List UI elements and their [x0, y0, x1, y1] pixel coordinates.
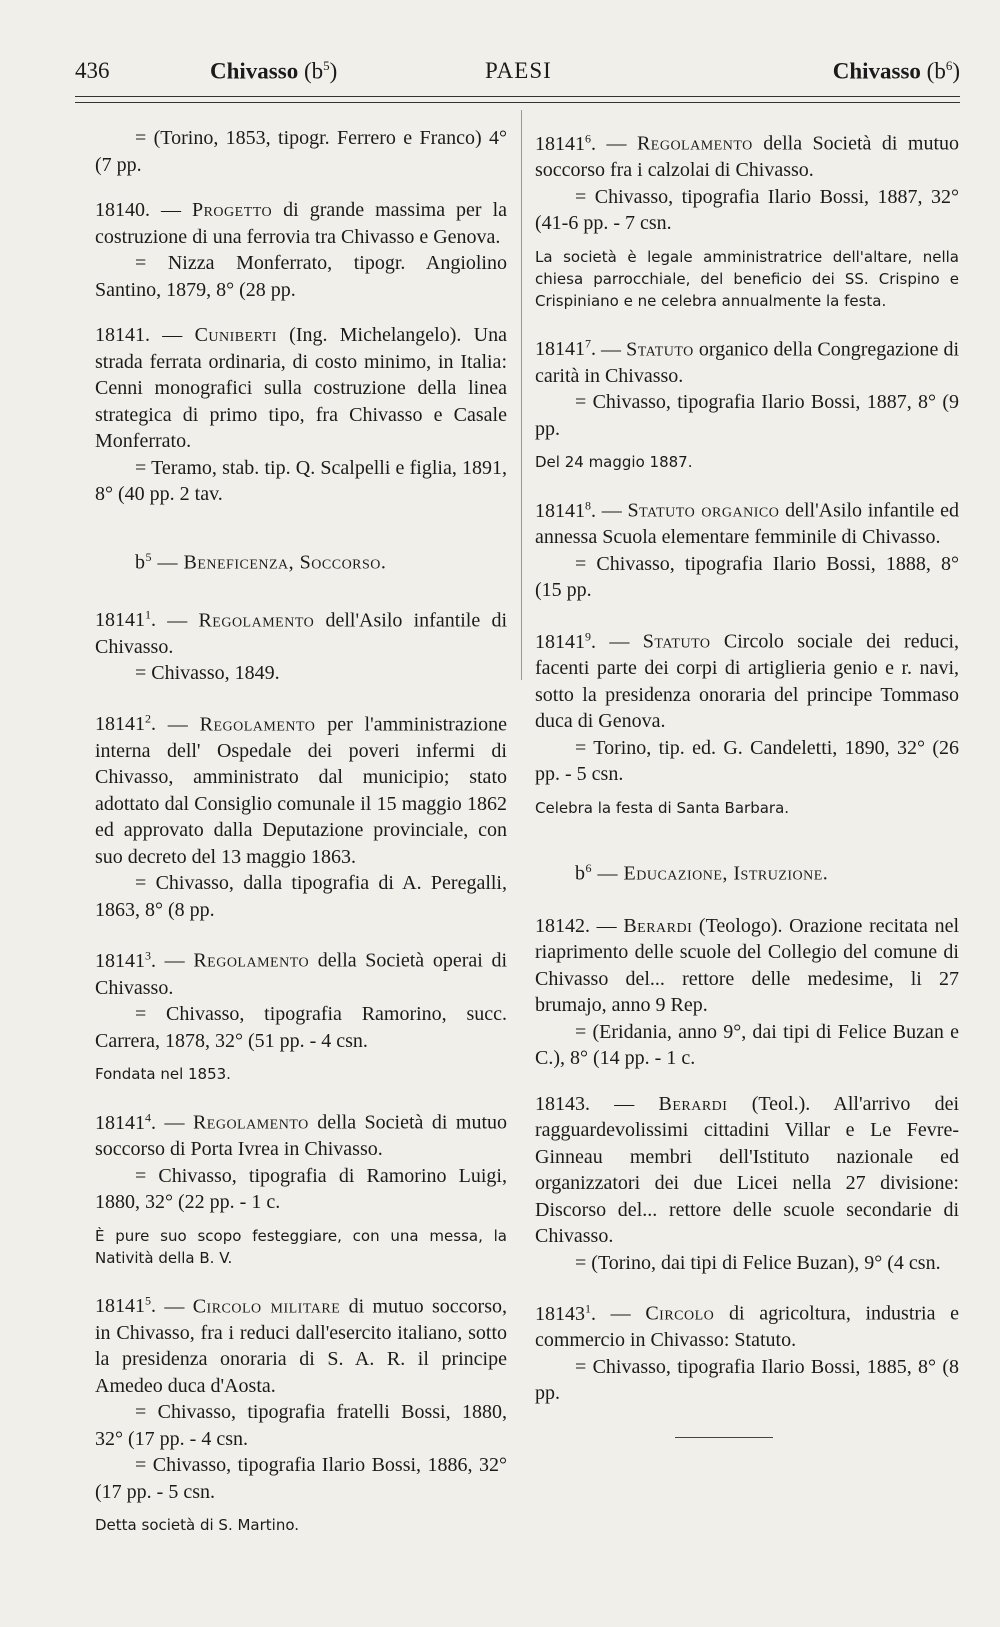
page-number: 436: [75, 58, 110, 83]
entry-title: Circolo sociale dei reduci, facenti parte dei corpi di artiglieria genio e r. navi, sotto la presidenza onoraria del principe Tommaso duca di Genova.: [535, 630, 960, 733]
entry-imprint: = (Torino, dai tipi di Felice Buzan), 9° (4 csn.: [575, 1251, 941, 1274]
entry-body: 18141. — Cuniberti (Ing. Michelangelo). Una strada ferrata ordinaria, di costo minimo, in Italia: Cenni monografici sulla costruzione della linea strategica di primo tipo, fra Chivasso e Casale Monferrato.: [95, 324, 507, 452]
entry-body: 18141$^4$. — Regolamento della Società di mutuo soccorso di Porta Ivrea in Chivasso.: [95, 1110, 508, 1161]
entry-body: 18141$^8$. — Statuto organico dell'Asilo infantile ed annessa Scuola elementare femminile di Chivasso.: [535, 498, 960, 549]
entry-body: 18141$^5$. — Circolo militare di mutuo soccorso, in Chivasso, fra i reduci dall'esercito italiano, sotto la presidenza onoraria di S. A. R. il principe Amedeo duca d'Aosta.: [95, 1293, 507, 1397]
catalog-entry: [95, 942, 507, 1085]
entry-body: 18141$^9$. — Statuto Circolo sociale dei reduci, facenti parte dei corpi di artiglieria genio e r. navi, sotto la presidenza onoraria del principe Tommaso duca di Genova.: [535, 628, 960, 733]
entry-title: di mutuo soccorso, in Chivasso, fra i reduci dall'esercito italiano, sotto la presidenza onoraria di S. A. R. il principe Amedeo duca d'Aosta.: [95, 1295, 507, 1397]
catalog-entry: [95, 197, 507, 303]
entry-number: [95, 199, 150, 221]
entry-note: Celebra la festa di Santa Barbara.: [535, 798, 790, 817]
entry-number-text: 18142.: [535, 914, 590, 937]
entry-imprint: = (Torino, 1853, tipogr. Ferrero e Franco) 4° (7 pp.: [95, 127, 507, 176]
entry-heading: Cuniberti: [194, 324, 277, 346]
entry-heading: Statuto: [642, 630, 711, 653]
entry-imprint: = Chivasso, tipografia fratelli Bossi, 1880, 32° (17 pp. - 4 csn.: [95, 1401, 507, 1450]
entry-title: della Società di mutuo soccorso fra i calzolai di Chivasso.: [535, 132, 960, 182]
entry-number: 18141$^6$.: [535, 131, 596, 155]
entry-title: (Teologo). Orazione recitata nel riaprimento delle scuole del Collegio del comune di Chivasso del... rettore delle medesime, li 27 brumajo, anno 9 Rep.: [535, 914, 960, 1017]
section-code-sup: 5: [145, 549, 152, 564]
entry-number-text: 18141: [535, 499, 585, 522]
entry-body: 18141$^7$. — Statuto organico della Congregazione di carità in Chivasso.: [535, 336, 960, 387]
entry-number: 18141$^5$.: [95, 1293, 156, 1318]
entry-body: 18143$^1$. — Circolo di agricoltura, industria e commercio in Chivasso: Statuto.: [535, 1301, 960, 1352]
section-code: b: [575, 862, 586, 885]
header-rule: [75, 96, 960, 97]
entry-note: Fondata nel 1853.: [95, 1065, 231, 1084]
end-rule: [675, 1437, 773, 1438]
entry-number: 18141$^4$.: [95, 1110, 156, 1134]
section-code: b: [135, 551, 146, 574]
entry-number: [535, 1093, 590, 1115]
entry-number: 18141$^3$.: [95, 948, 156, 973]
entry-heading: Progetto: [191, 199, 273, 221]
entry-number-text: 18141: [535, 132, 585, 155]
catalog-entry: [95, 1104, 507, 1269]
entry-heading: Regolamento: [193, 950, 310, 973]
entry-heading: Berardi: [658, 1092, 728, 1115]
entry-number-text: 18141: [535, 630, 585, 653]
entry-title: di agricoltura, industria e commercio in Chivasso: Statuto.: [535, 1302, 960, 1352]
running-title-left: Chivasso $(b^5)$: [210, 58, 338, 84]
entry-number-text: 18141: [95, 713, 145, 736]
entry-number: [535, 915, 590, 937]
entry-imprint: = Chivasso, tipografia Ilario Bossi, 1885, 8° (8 pp.: [535, 1355, 959, 1405]
entry-heading: Statuto organico: [627, 499, 780, 522]
entry-number-text: 18143: [535, 1302, 585, 1325]
section-code-sup: 6: [585, 860, 592, 875]
entry-heading: Regolamento: [199, 713, 316, 736]
catalog-entry: [535, 623, 959, 819]
section-title: Beneficenza, Soccorso.: [183, 551, 387, 574]
catalog-entry: [95, 125, 507, 178]
entry-imprint: = Chivasso, 1849.: [135, 662, 280, 685]
entry-heading: Regolamento: [198, 609, 315, 632]
header-rule-thin: [75, 102, 960, 103]
catalog-entry: [95, 1288, 507, 1537]
section-heading: [575, 855, 959, 887]
entry-title: di grande massima per la costruzione di una ferrovia tra Chivasso e Genova.: [95, 199, 508, 248]
entry-body: 18141$^1$. — Regolamento dell'Asilo infantile di Chivasso.: [95, 607, 508, 658]
right-column: [535, 125, 959, 1438]
entry-imprint: = Nizza Monferrato, tipogr. Angiolino Santino, 1879, 8° (28 pp.: [95, 252, 507, 301]
entry-number: [95, 324, 150, 346]
entry-heading: Circolo militare: [192, 1295, 341, 1318]
entry-number: 18141$^9$.: [535, 628, 596, 653]
entry-number-text: 18141: [95, 1295, 145, 1318]
entry-imprint: = Chivasso, tipografia di Ramorino Luigi, 1880, 32° (22 pp. - 1 c.: [95, 1164, 507, 1214]
entry-number-text: 18141: [95, 609, 145, 632]
entry-title: (Ing. Michelangelo). Una strada ferrata ordinaria, di costo minimo, in Italia: Cenni monografici sulla costruzione della linea strategica di primo tipo, fra Chivasso e Casale Monferrato.: [95, 324, 507, 452]
entry-number: 18141$^2$.: [95, 711, 156, 736]
catalog-entry: [535, 331, 959, 474]
entry-number: 18141$^8$.: [535, 498, 596, 522]
entry-imprint: = Chivasso, tipografia Ilario Bossi, 1886, 32° (17 pp. - 5 csn.: [95, 1454, 507, 1503]
entry-number-text: 18141.: [95, 324, 150, 346]
entry-imprint: = Torino, tip. ed. G. Candeletti, 1890, 32° (26 pp. - 5 csn.: [535, 736, 959, 786]
entry-heading: Regolamento: [192, 1111, 309, 1134]
catalog-entry: [95, 706, 507, 924]
catalog-entry: [535, 1091, 959, 1277]
entry-body: 18141$^2$. — Regolamento per l'amministrazione interna dell' Ospedale dei poveri infermi di Chivasso, amministrato dal municipio; stato adottato dal Consiglio comunale il 15 maggio 1862 ed approvato dalla Deputazione provinciale, con suo decreto del 13 maggio 1863.: [95, 711, 508, 868]
entry-number-sup: 1: [585, 1301, 591, 1316]
entry-imprint: = Chivasso, tipografia Ilario Bossi, 1887, 32° (41-6 pp. - 7 csn.: [535, 185, 959, 235]
entry-note: È pure suo scopo festeggiare, con una messa, la Natività della B. V.: [95, 1226, 507, 1267]
entry-title: della Società di mutuo soccorso di Porta Ivrea in Chivasso.: [95, 1111, 508, 1161]
entry-body: 18141$^6$. — Regolamento della Società di mutuo soccorso fra i calzolai di Chivasso.: [535, 131, 960, 182]
running-title-center: PAESI: [485, 58, 552, 83]
catalog-entry: [535, 1295, 959, 1407]
entry-heading: Berardi: [623, 914, 693, 937]
running-title-right: Chivasso $(b^6)$: [832, 58, 960, 84]
entry-body: 18143. — Berardi (Teol.). All'arrivo dei ragguardevolissimi cittadini Villar e Le Fevre-Ginneau membri dell'Istituto nazionale ed organizzatori dei due Licei nella 27 divisione: Discorso del... rettore delle scuole secondarie di Chivasso.: [535, 1092, 960, 1248]
entry-number-sup: 3: [145, 948, 151, 963]
entry-title: organico della Congregazione di carità in Chivasso.: [535, 338, 960, 387]
entry-heading: Regolamento: [636, 132, 753, 155]
entry-number-sup: 6: [585, 131, 591, 145]
page-header: [75, 58, 960, 94]
entry-note: La società è legale amministratrice dell'altare, nella chiesa parrocchiale, del beneficio dei SS. Crispino e Crispiniano e ne celebra annualmente la festa.: [535, 247, 959, 310]
entry-imprint: = Chivasso, tipografia Ilario Bossi, 1887, 8° (9 pp.: [535, 391, 959, 440]
section-heading: [135, 544, 507, 576]
entry-number-sup: 4: [145, 1110, 151, 1125]
entry-imprint: = Chivasso, tipografia Ramorino, succ. Carrera, 1878, 32° (51 pp. - 4 csn.: [95, 1003, 507, 1052]
entry-number-sup: 8: [585, 498, 591, 513]
column-divider: [521, 110, 522, 680]
entry-number-sup: 5: [145, 1293, 151, 1308]
entry-heading: Statuto: [626, 338, 694, 361]
entry-number: 18141$^1$.: [95, 607, 156, 632]
entry-heading: Circolo: [645, 1302, 715, 1325]
entry-number-text: 18141: [95, 950, 145, 973]
entry-body: 18142. — Berardi (Teologo). Orazione recitata nel riaprimento delle scuole del Collegio del comune di Chivasso del... rettore delle medesime, li 27 brumajo, anno 9 Rep.: [535, 914, 960, 1017]
entry-number-sup: 2: [145, 711, 151, 726]
entry-body: 18140. — Progetto di grande massima per la costruzione di una ferrovia tra Chivasso e Genova.: [95, 199, 508, 248]
entry-imprint: = (Eridania, anno 9°, dai tipi di Felice Buzan e C.), 8° (14 pp. - 1 c.: [535, 1020, 959, 1070]
entry-title: (Teol.). All'arrivo dei ragguardevolissimi cittadini Villar e Le Fevre-Ginneau membri dell'Istituto nazionale ed organizzatori dei due Licei nella 27 divisione: Discorso del... rettore delle scuole secondarie di Chivasso.: [535, 1092, 960, 1248]
entry-number-text: 18140.: [95, 199, 150, 221]
section-title: Educazione, Istruzione.: [623, 862, 829, 885]
catalog-entry: [535, 125, 959, 312]
catalog-entry: [535, 913, 959, 1072]
entry-number-sup: 1: [145, 607, 151, 622]
entry-title: della Società operai di Chivasso.: [95, 950, 507, 999]
entry-imprint: = Teramo, stab. tip. Q. Scalpelli e figlia, 1891, 8° (40 pp. 2 tav.: [95, 456, 507, 505]
entry-number-text: 18141: [535, 338, 585, 361]
entry-number-text: 18141: [95, 1111, 145, 1134]
entry-note: Del 24 maggio 1887.: [535, 453, 693, 472]
catalog-entry: [95, 602, 507, 687]
entry-number-sup: 9: [585, 628, 591, 643]
catalog-entry: [95, 322, 507, 508]
entry-title: dell'Asilo infantile di Chivasso.: [95, 609, 508, 658]
catalog-entry: [535, 492, 959, 604]
section-dash: —: [597, 862, 618, 885]
entry-number: 18141$^7$.: [535, 336, 596, 361]
entry-note: Detta società di S. Martino.: [95, 1516, 300, 1535]
entry-title: dell'Asilo infantile ed annessa Scuola elementare femminile di Chivasso.: [535, 499, 960, 549]
entry-body: 18141$^3$. — Regolamento della Società operai di Chivasso.: [95, 948, 507, 999]
entry-number-sup: 7: [585, 336, 591, 351]
entry-imprint: = Chivasso, dalla tipografia di A. Peregalli, 1863, 8° (8 pp.: [95, 872, 507, 921]
entry-number-text: 18143.: [535, 1092, 590, 1115]
section-dash: —: [157, 551, 178, 574]
entry-imprint: = Chivasso, tipografia Ilario Bossi, 1888, 8° (15 pp.: [535, 552, 959, 602]
entry-number: 18143$^1$.: [535, 1301, 596, 1325]
entry-title: per l'amministrazione interna dell' Ospedale dei poveri infermi di Chivasso, amministrato dal municipio; stato adottato dal Consiglio comunale il 15 maggio 1862 ed approvato dalla Deputazione provinciale, con suo decreto del 13 maggio 1863.: [95, 713, 508, 868]
left-column: [95, 125, 507, 1555]
